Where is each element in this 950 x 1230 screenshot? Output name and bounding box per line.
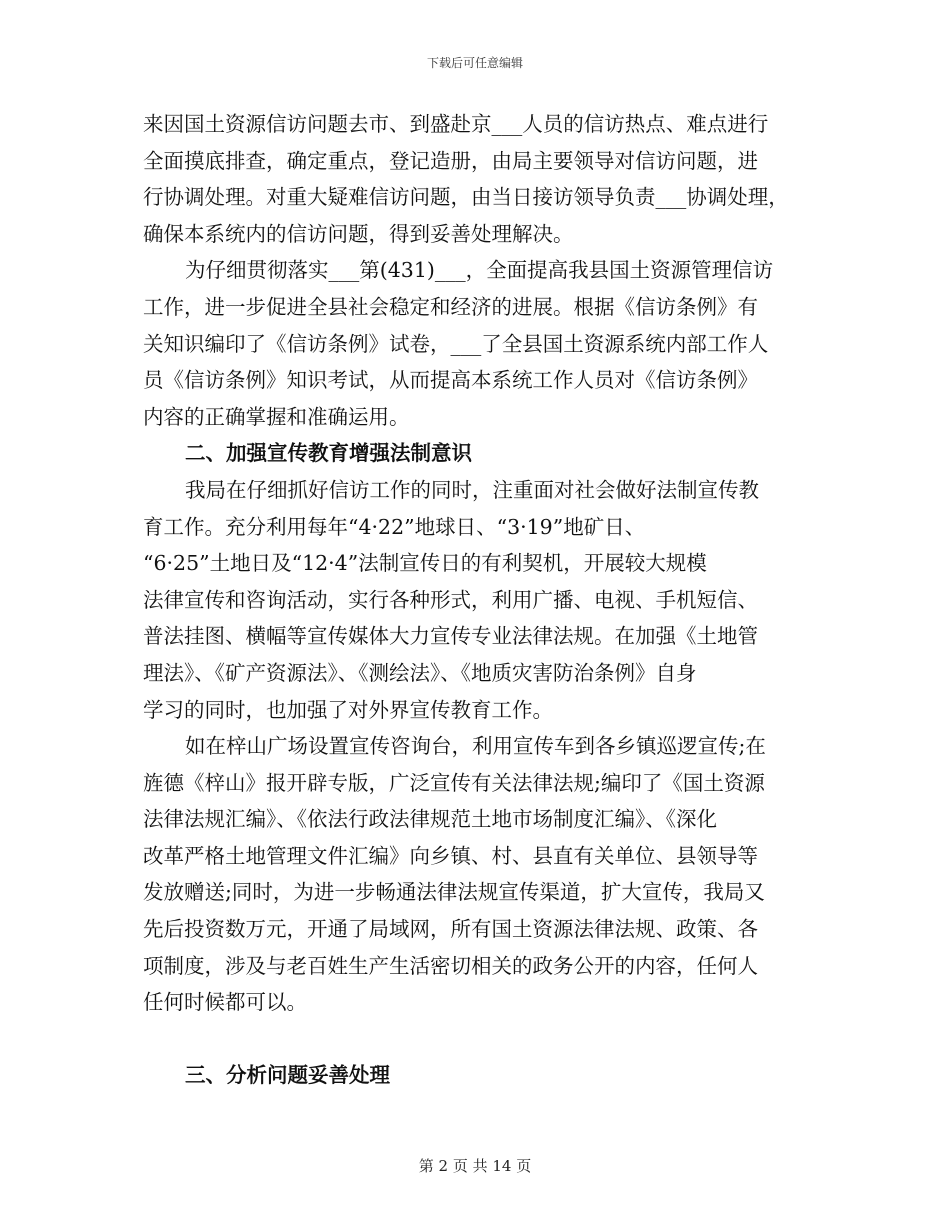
page-header: 下载后可任意编辑 — [426, 56, 523, 70]
body-line: 关知识编印了《信访条例》试卷，___了全县国土资源系统内部工作人 — [143, 331, 769, 356]
body-line: 如在梓山广场设置宣传咨询台，利用宣传车到各乡镇巡逻宣传;在 — [185, 734, 766, 759]
body-line: 理法》、《矿产资源法》、《测绘法》、《地质灾害防治条例》自身 — [143, 660, 697, 685]
body-line: 项制度，涉及与老百姓生产生活密切相关的政务公开的内容，任何人 — [143, 953, 758, 978]
body-line: 任何时候都可以。 — [143, 990, 307, 1015]
body-line: 法律法规汇编》、《依法行政法律规范土地市场制度汇编》、《深化 — [143, 807, 717, 832]
body-line: 全面摸底排查，确定重点，登记造册，由局主要领导对信访问题，进 — [143, 148, 758, 173]
body-line: 行协调处理。对重大疑难信访问题，由当日接访领导负责___协调处理， — [143, 185, 789, 210]
section-gap — [143, 1021, 815, 1058]
section-heading-2: 二、加强宣传教育增强法制意识 — [185, 441, 472, 466]
document-body — [143, 106, 815, 1094]
page-number: 第 2 页 共 14 页 — [418, 1157, 532, 1175]
section-heading-3: 三、分析问题妥善处理 — [185, 1063, 390, 1088]
body-line: 旌德《梓山》报开辟专版，广泛宣传有关法律法规;编印了《国土资源 — [143, 770, 765, 795]
body-line: 员《信访条例》知识考试，从而提高本系统工作人员对《信访条例》 — [143, 368, 758, 393]
body-line: 工作，进一步促进全县社会稳定和经济的进展。根据《信访条例》有 — [143, 294, 758, 319]
body-line: 确保本系统内的信访问题，得到妥善处理解决。 — [143, 221, 574, 246]
body-line: 来因国土资源信访问题去市、到盛赴京___人员的信访热点、难点进行 — [143, 112, 769, 136]
body-line: 我局在仔细抓好信访工作的同时，注重面对社会做好法制宣传教 — [185, 477, 759, 502]
body-line: 先后投资数万元，开通了局域网，所有国土资源法律法规、政策、各 — [143, 917, 758, 942]
body-line: 改革严格土地管理文件汇编》向乡镇、村、县直有关单位、县领导等 — [143, 843, 758, 868]
body-line: 为仔细贯彻落实___第(431)___，全面提高我县国土资源管理信访 — [185, 258, 774, 283]
body-line: 发放赠送;同时，为进一步畅通法律法规宣传渠道，扩大宣传，我局又 — [143, 880, 765, 905]
body-line: 学习的同时，也加强了对外界宣传教育工作。 — [143, 697, 553, 722]
body-line: 育工作。充分利用每年“4·22”地球日、“3·19”地矿日、 — [143, 514, 646, 539]
body-line: 内容的正确掌握和准确运用。 — [143, 404, 410, 429]
body-line: 普法挂图、横幅等宣传媒体大力宣传专业法律法规。在加强《土地管 — [143, 624, 758, 649]
body-line: “6·25”土地日及“12·4”法制宣传日的有利契机，开展较大规模 — [143, 551, 707, 576]
body-line: 法律宣传和咨询活动，实行各种形式，利用广播、电视、手机短信、 — [143, 587, 758, 612]
